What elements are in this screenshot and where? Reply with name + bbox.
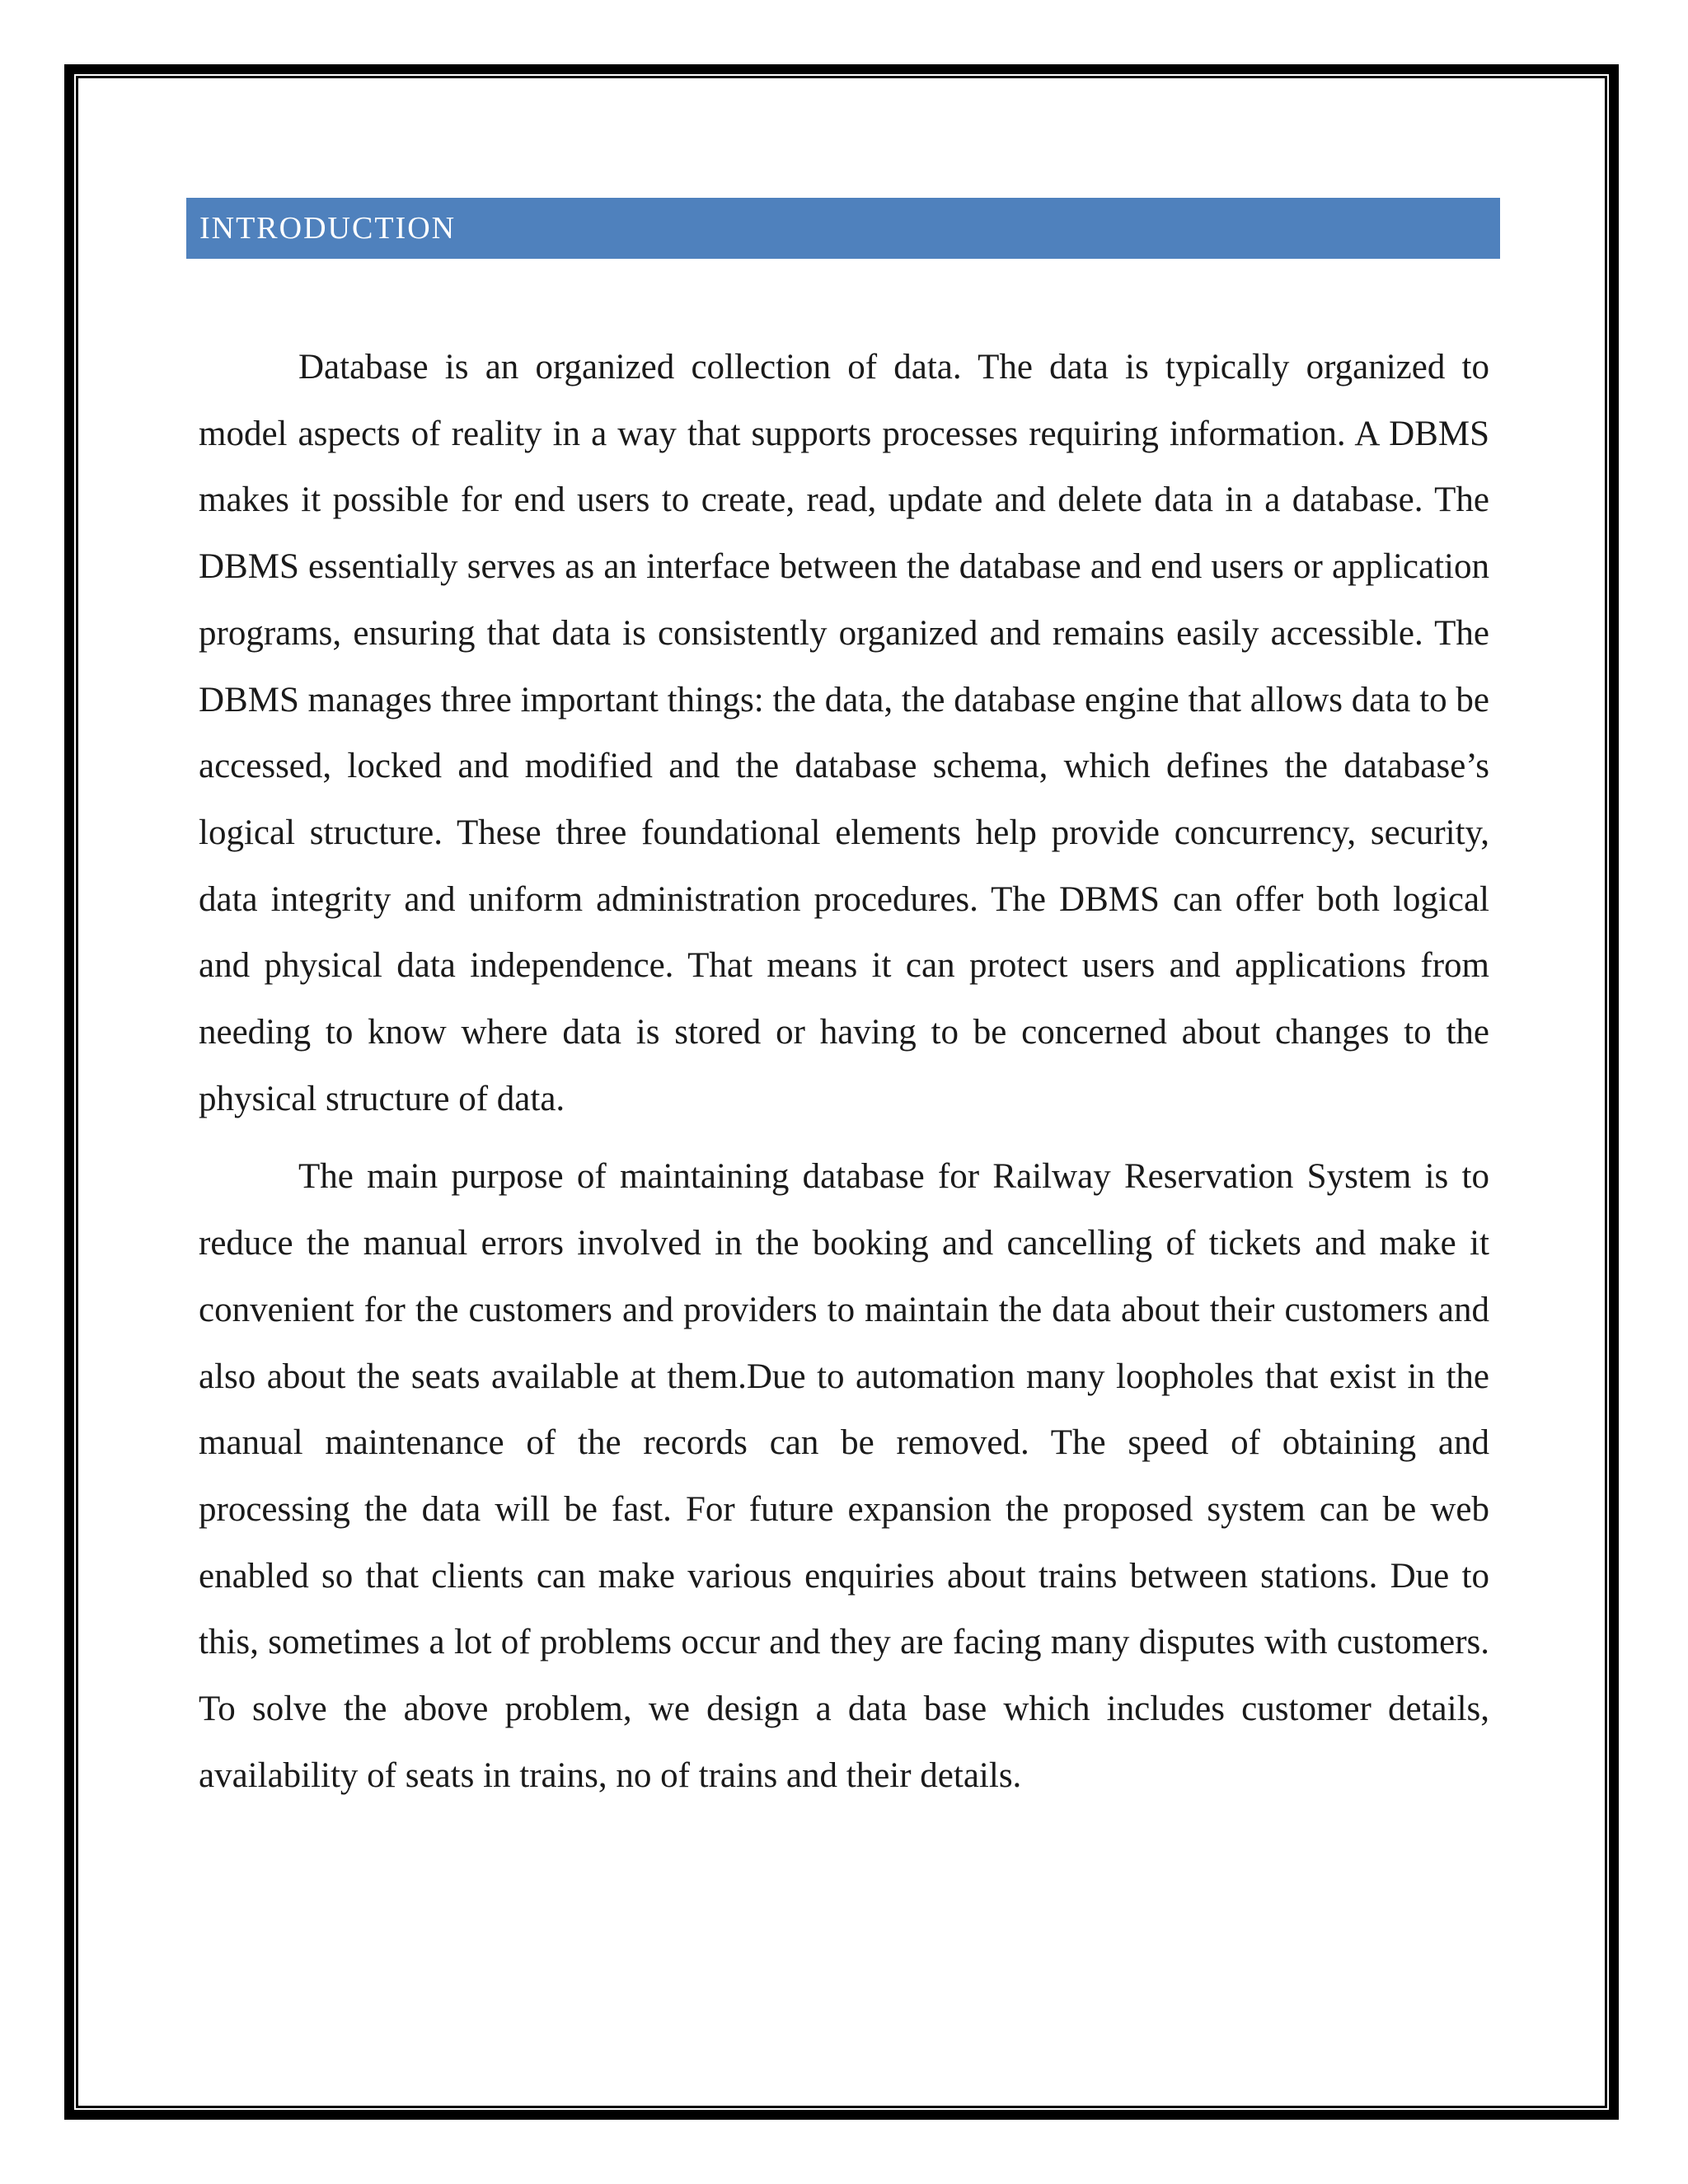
section-heading-bar (186, 198, 1500, 259)
paragraph-railway-purpose: The main purpose of maintaining database for Railway Reservation System is to reduce the manual errors involved in the booking and cancelling of tickets and make it convenient for the customers and providers to maintain the data about their customers and also about the seats available at them.Due to automation many loopholes that exist in the manual maintenance of the records can be removed. The speed of obtaining and processing the data will be fast. For future expansion the proposed system can be web enabled so that clients can make various enquiries about trains between stations. Due to this, sometimes a lot of problems occur and they are facing many disputes with customers. To solve the above problem, we design a data base which includes customer details, availability of seats in trains, no of trains and their details. (199, 1157, 1489, 1795)
body-text (199, 335, 1489, 1809)
paragraph-dbms-overview: Database is an organized collection of data. The data is typically organized to model aspects of reality in a way that supports processes requiring information. A DBMS makes it possible for end users to create, read, update and delete data in a database. The DBMS essentially serves as an interface between the database and end users or application programs, ensuring that data is consistently organized and remains easily accessible. The DBMS manages three important things: the data, the database engine that allows data to be accessed, locked and modified and the database schema, which defines the database’s logical structure. These three foundational elements help provide concurrency, security, data integrity and uniform administration procedures. The DBMS can offer both logical and physical data independence. That means it can protect users and applications from needing to know where data is stored or having to be concerned about changes to the physical structure of data. (199, 348, 1489, 1118)
section-heading: INTRODUCTION (199, 211, 457, 246)
